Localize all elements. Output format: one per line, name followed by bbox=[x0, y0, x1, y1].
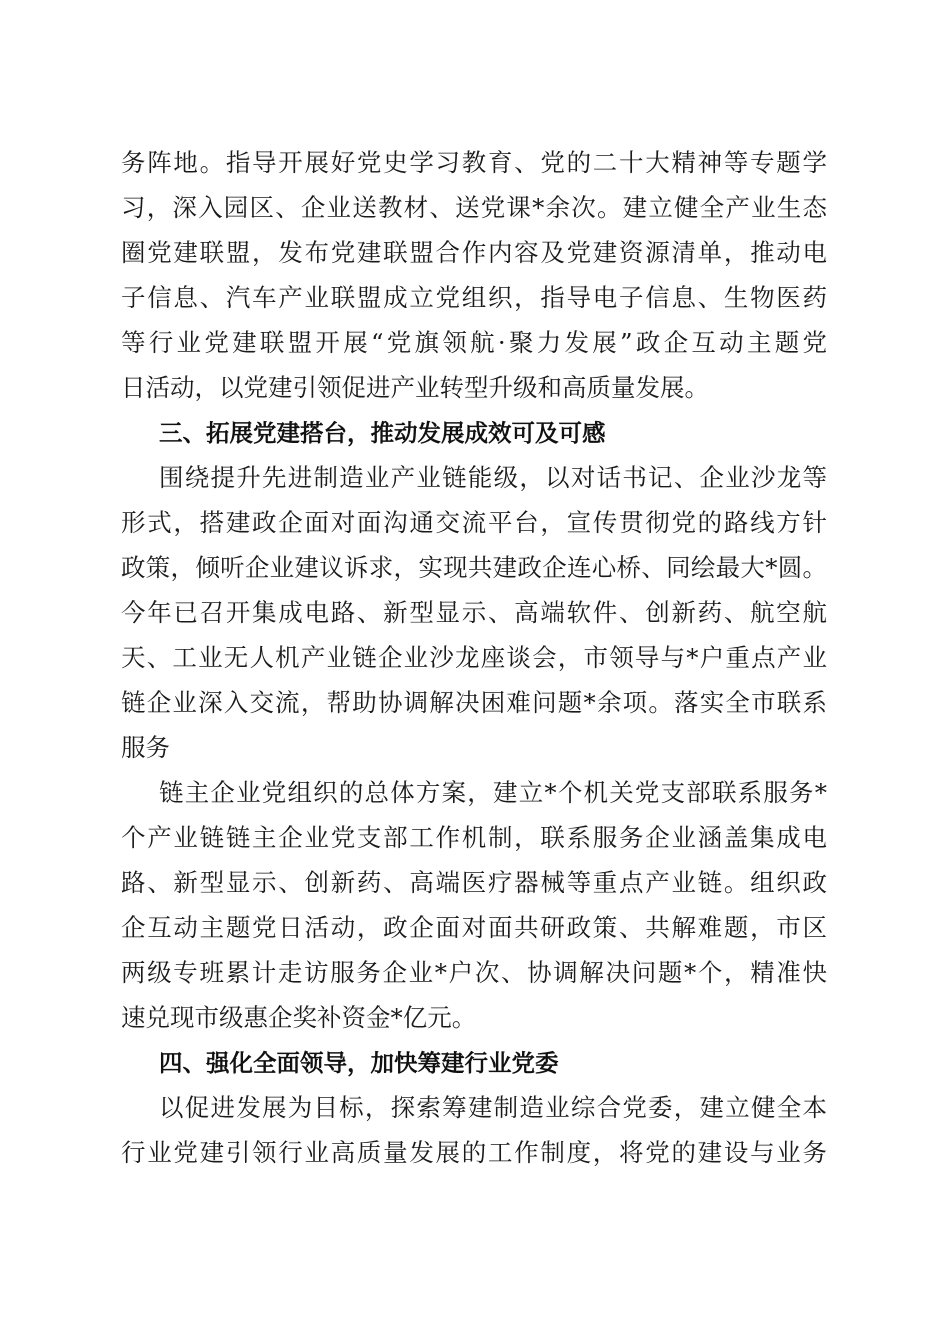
body-text-line: 行业党建引领行业高质量发展的工作制度，将党的建设与业务 bbox=[121, 1138, 827, 1167]
section-heading-3: 三、拓展党建搭台，推动发展成效可及可感 bbox=[159, 419, 606, 447]
body-text-line: 等行业党建联盟开展“党旗领航·聚力发展”政企互动主题党 bbox=[121, 328, 827, 357]
body-text-line: 两级专班累计走访服务企业*户次、协调解决问题*个，精准快 bbox=[121, 958, 827, 987]
body-text-line: 子信息、汽车产业联盟成立党组织，指导电子信息、生物医药 bbox=[121, 283, 827, 312]
body-text-line: 务阵地。指导开展好党史学习教育、党的二十大精神等专题学 bbox=[121, 148, 827, 177]
section-heading-4: 四、强化全面领导，加快筹建行业党委 bbox=[159, 1049, 559, 1077]
body-text-line: 以促进发展为目标，探索筹建制造业综合党委，建立健全本 bbox=[159, 1093, 827, 1122]
body-text-line: 链主企业党组织的总体方案，建立*个机关党支部联系服务* bbox=[159, 778, 827, 807]
body-text-line: 形式，搭建政企面对面沟通交流平台，宣传贯彻党的路线方针 bbox=[121, 508, 827, 537]
body-text-line: 路、新型显示、创新药、高端医疗器械等重点产业链。组织政 bbox=[121, 868, 827, 897]
body-text-line: 政策，倾听企业建议诉求，实现共建政企连心桥、同绘最大*圆。 bbox=[121, 553, 827, 582]
body-text-line: 今年已召开集成电路、新型显示、高端软件、创新药、航空航 bbox=[121, 598, 827, 627]
body-text-line: 习，深入园区、企业送教材、送党课*余次。建立健全产业生态 bbox=[121, 193, 827, 222]
body-text-line: 服务 bbox=[121, 733, 170, 762]
body-text-line: 围绕提升先进制造业产业链能级，以对话书记、企业沙龙等 bbox=[159, 463, 827, 492]
body-text-line: 链企业深入交流，帮助协调解决困难问题*余项。落实全市联系 bbox=[121, 688, 827, 717]
body-text-line: 速兑现市级惠企奖补资金*亿元。 bbox=[121, 1003, 477, 1032]
body-text-line: 天、工业无人机产业链企业沙龙座谈会，市领导与*户重点产业 bbox=[121, 643, 827, 672]
body-text-line: 个产业链链主企业党支部工作机制，联系服务企业涵盖集成电 bbox=[121, 823, 827, 852]
body-text-line: 圈党建联盟，发布党建联盟合作内容及党建资源清单，推动电 bbox=[121, 238, 827, 267]
body-text-line: 企互动主题党日活动，政企面对面共研政策、共解难题，市区 bbox=[121, 913, 827, 942]
body-text-line: 日活动，以党建引领促进产业转型升级和高质量发展。 bbox=[121, 373, 709, 402]
